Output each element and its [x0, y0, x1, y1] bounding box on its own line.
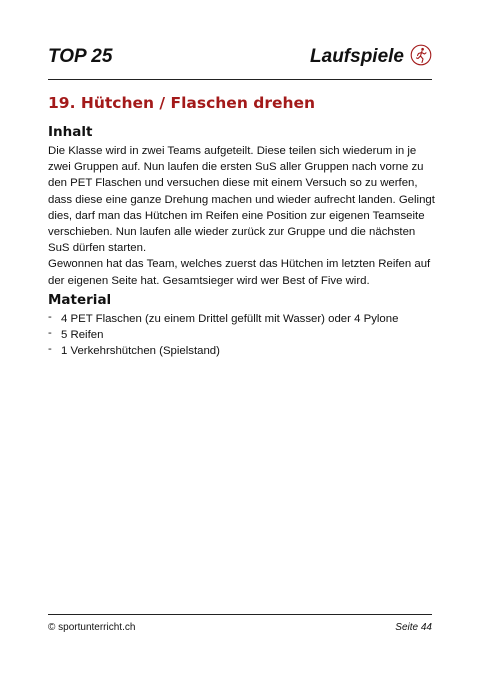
page-number: Seite 44	[395, 622, 432, 633]
list-item: - 1 Verkehrshütchen (Spielstand)	[48, 343, 220, 358]
inhalt-paragraph: Die Klasse wird in zwei Teams aufgeteilt. Diese teilen sich wiederum in je zwei Gruppen auf. Nun laufen die ersten SuS aller Gruppen nach vorne zu den PET Flaschen und versuchen diese mit einem Versuch so zu werfen, dass diese eine ganze Drehung machen und wieder aufrecht landen. Gelingt dies, darf man das Hütchen im Reifen eine Position zur eigenen Teamseite verschieben. Nun laufen alle wieder zurück zur Gruppe und die nächsten SuS dürfen starten.	[48, 145, 435, 255]
list-item: - 4 PET Flaschen (zu einem Drittel gefüllt mit Wasser) oder 4 Pylone	[48, 311, 399, 325]
runner-logo-icon	[410, 44, 432, 66]
list-item: - 5 Reifen	[48, 327, 104, 342]
dash-bullet-icon: -	[48, 311, 52, 323]
page-title: 19. Hütchen / Flaschen drehen	[48, 94, 316, 112]
dash-bullet-icon: -	[48, 343, 52, 356]
material-heading: Material	[48, 292, 112, 308]
inhalt-paragraph: Gewonnen hat das Team, welches zuerst das Hütchen im letzten Reifen auf der eigenen Seite hat. Gesamtsieger wird wer Best of Five wird.	[48, 258, 431, 287]
inhalt-heading: Inhalt	[48, 124, 93, 140]
dash-bullet-icon: -	[48, 327, 52, 340]
material-list	[48, 311, 398, 360]
header-collection-title: TOP 25	[48, 46, 113, 67]
header-category: Laufspiele	[310, 46, 404, 67]
inhalt-text	[48, 143, 438, 289]
page-header	[48, 44, 432, 74]
footer-divider	[48, 614, 432, 615]
footer-copyright: © sportunterricht.ch	[48, 622, 136, 633]
header-divider	[48, 79, 432, 80]
